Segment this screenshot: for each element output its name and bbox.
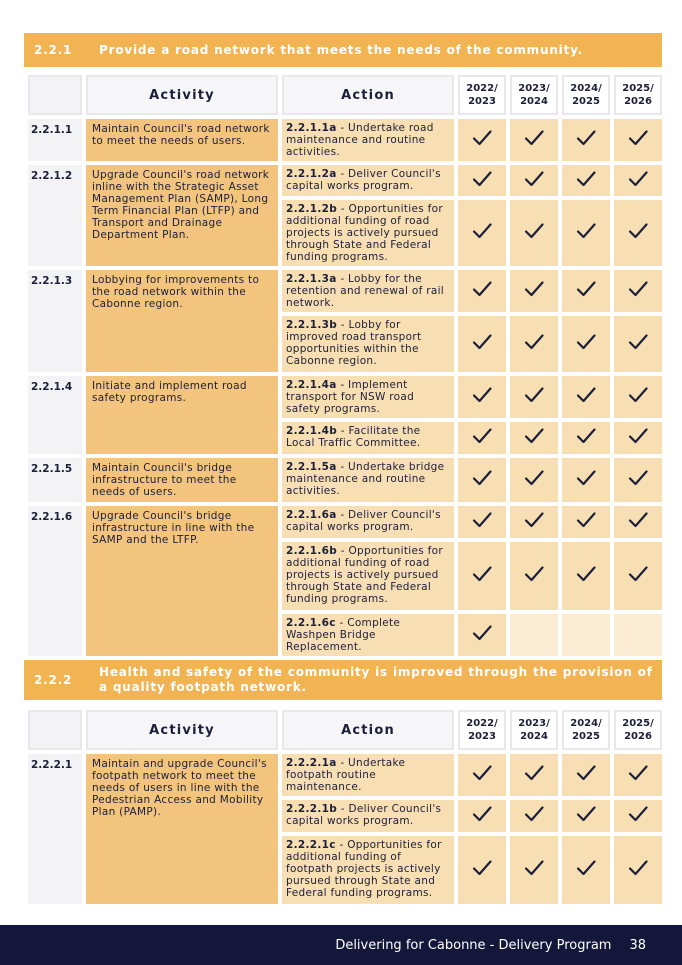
checkmark-icon — [627, 511, 649, 529]
year-cell — [458, 270, 506, 312]
year-cell — [510, 800, 558, 832]
section-title: Provide a road network that meets the needs of the community. — [99, 42, 583, 57]
action-text: - Implement transport for NSW road safety programs. — [286, 379, 415, 415]
year-cell — [614, 119, 662, 161]
action-cell — [282, 542, 454, 610]
action-text: - Facilitate the Local Traffic Committee. — [286, 425, 421, 449]
action-code: 2.2.1.3a — [286, 273, 337, 285]
checkmark-icon — [627, 427, 649, 445]
checkmark-icon — [471, 280, 493, 298]
checkmark-icon — [575, 511, 597, 529]
year-cell — [458, 614, 506, 656]
action-text: - Deliver Council's capital works program. — [286, 803, 442, 827]
header-year: 2025/ 2026 — [614, 710, 662, 750]
checkmark-icon — [575, 386, 597, 404]
section-bar-2-2-2 — [24, 660, 662, 700]
checkmark-icon — [575, 427, 597, 445]
header-row — [28, 75, 662, 115]
action-text: - Undertake bridge maintenance and routine activities. — [286, 461, 445, 497]
action-code: 2.2.1.6c — [286, 617, 336, 629]
year-cell — [614, 165, 662, 196]
year-cell — [510, 506, 558, 538]
action-code: 2.2.1.3b — [286, 319, 338, 331]
header-year: 2022/ 2023 — [458, 710, 506, 750]
header-action: Action — [282, 710, 454, 750]
activity-description: Initiate and implement road safety programs. — [86, 376, 278, 454]
checkmark-icon — [471, 565, 493, 583]
delivery-table-2-2-1 — [24, 71, 666, 660]
checkmark-icon — [627, 386, 649, 404]
checkmark-icon — [575, 222, 597, 240]
activity-number: 2.2.1.3 — [28, 270, 82, 372]
year-cell — [614, 422, 662, 454]
checkmark-icon — [523, 170, 545, 188]
section-title: Health and safety of the community is improved through the provision of a quality footpath network. — [99, 665, 653, 694]
year-cell — [510, 422, 558, 454]
action-text: - Undertake road maintenance and routine activities. — [286, 122, 434, 158]
year-cell — [510, 165, 558, 196]
checkmark-icon — [627, 469, 649, 487]
year-cell — [510, 542, 558, 610]
checkmark-icon — [523, 511, 545, 529]
year-cell — [458, 376, 506, 418]
year-cell — [510, 316, 558, 372]
checkmark-icon — [471, 511, 493, 529]
action-text: - Deliver Council's capital works program. — [286, 168, 441, 192]
checkmark-icon — [627, 280, 649, 298]
checkmark-icon — [575, 129, 597, 147]
activity-description: Upgrade Council's bridge infrastructure in line with the SAMP and the LTFP. — [86, 506, 278, 656]
year-cell — [562, 458, 610, 502]
checkmark-icon — [471, 386, 493, 404]
table-row — [28, 165, 662, 196]
checkmark-icon — [523, 764, 545, 782]
checkmark-icon — [523, 859, 545, 877]
checkmark-icon — [627, 764, 649, 782]
year-cell — [562, 376, 610, 418]
year-cell — [458, 542, 506, 610]
action-code: 2.2.1.6a — [286, 509, 337, 521]
year-cell — [458, 506, 506, 538]
activity-description: Maintain and upgrade Council's footpath network to meet the needs of users in line with the Pedestrian Access and Mobility Plan (PAMP). — [86, 754, 278, 904]
year-cell — [562, 542, 610, 610]
year-cell — [614, 800, 662, 832]
year-cell — [562, 422, 610, 454]
action-text: - Deliver Council's capital works program. — [286, 509, 441, 533]
checkmark-icon — [471, 805, 493, 823]
year-cell — [562, 506, 610, 538]
action-text: - Opportunities for additional funding of road projects is actively pursued through State and Federal funding programs. — [286, 203, 443, 263]
year-cell — [458, 836, 506, 904]
checkmark-icon — [471, 427, 493, 445]
checkmark-icon — [471, 469, 493, 487]
year-cell — [458, 316, 506, 372]
action-text: - Opportunities for additional funding of road projects is actively pursued through State and Federal funding programs. — [286, 545, 443, 605]
year-cell — [510, 119, 558, 161]
checkmark-icon — [523, 565, 545, 583]
year-cell — [510, 458, 558, 502]
table-row — [28, 376, 662, 418]
year-cell — [614, 614, 662, 656]
checkmark-icon — [627, 565, 649, 583]
checkmark-icon — [471, 624, 493, 642]
checkmark-icon — [523, 386, 545, 404]
action-cell — [282, 422, 454, 454]
year-cell — [510, 200, 558, 266]
year-cell — [562, 119, 610, 161]
header-year: 2022/ 2023 — [458, 75, 506, 115]
checkmark-icon — [627, 222, 649, 240]
checkmark-icon — [523, 222, 545, 240]
checkmark-icon — [471, 170, 493, 188]
activity-number: 2.2.1.4 — [28, 376, 82, 454]
page-footer — [0, 925, 682, 965]
action-text: - Opportunities for additional funding of footpath projects is actively pursued through State and Federal funding programs. — [286, 839, 442, 899]
checkmark-icon — [575, 280, 597, 298]
activity-number: 2.2.1.2 — [28, 165, 82, 266]
checkmark-icon — [471, 333, 493, 351]
table-row — [28, 754, 662, 796]
action-code: 2.2.1.6b — [286, 545, 338, 557]
checkmark-icon — [575, 859, 597, 877]
year-cell — [614, 754, 662, 796]
header-year: 2023/ 2024 — [510, 75, 558, 115]
action-code: 2.2.1.2b — [286, 203, 338, 215]
action-text: - Lobby for improved road transport opportunities within the Cabonne region. — [286, 319, 422, 367]
year-cell — [614, 458, 662, 502]
activity-number: 2.2.1.6 — [28, 506, 82, 656]
activity-number: 2.2.1.1 — [28, 119, 82, 161]
year-cell — [562, 165, 610, 196]
action-text: - Complete Washpen Bridge Replacement. — [286, 617, 401, 653]
action-text: - Undertake footpath routine maintenance. — [286, 757, 406, 793]
checkmark-icon — [627, 805, 649, 823]
activity-description: Maintain Council's road network to meet the needs of users. — [86, 119, 278, 161]
year-cell — [458, 800, 506, 832]
action-cell — [282, 270, 454, 312]
checkmark-icon — [627, 170, 649, 188]
action-code: 2.2.2.1c — [286, 839, 336, 851]
action-cell — [282, 376, 454, 418]
action-cell — [282, 119, 454, 161]
action-code: 2.2.2.1a — [286, 757, 337, 769]
delivery-table-2-2-2 — [24, 706, 666, 908]
checkmark-icon — [523, 280, 545, 298]
header-action: Action — [282, 75, 454, 115]
header-year: 2025/ 2026 — [614, 75, 662, 115]
table-row — [28, 458, 662, 502]
action-cell — [282, 458, 454, 502]
header-blank-cell — [28, 710, 82, 750]
year-cell — [458, 119, 506, 161]
checkmark-icon — [575, 469, 597, 487]
table-row — [28, 270, 662, 312]
year-cell — [614, 506, 662, 538]
checkmark-icon — [575, 565, 597, 583]
header-activity: Activity — [86, 710, 278, 750]
action-cell — [282, 316, 454, 372]
header-year: 2024/ 2025 — [562, 710, 610, 750]
action-code: 2.2.1.4b — [286, 425, 338, 437]
year-cell — [614, 270, 662, 312]
year-cell — [562, 316, 610, 372]
checkmark-icon — [627, 129, 649, 147]
activity-description: Lobbying for improvements to the road network within the Cabonne region. — [86, 270, 278, 372]
action-cell — [282, 614, 454, 656]
year-cell — [510, 614, 558, 656]
year-cell — [510, 270, 558, 312]
activity-description: Upgrade Council's road network inline with the Strategic Asset Management Plan (SAMP), Long Term Financial Plan (LTFP) and Transport and Drainage Department Plan. — [86, 165, 278, 266]
year-cell — [614, 836, 662, 904]
header-blank-cell — [28, 75, 82, 115]
header-year: 2023/ 2024 — [510, 710, 558, 750]
checkmark-icon — [471, 129, 493, 147]
header-row — [28, 710, 662, 750]
action-cell — [282, 800, 454, 832]
action-code: 2.2.1.5a — [286, 461, 337, 473]
year-cell — [510, 754, 558, 796]
year-cell — [562, 270, 610, 312]
year-cell — [458, 754, 506, 796]
year-cell — [614, 376, 662, 418]
checkmark-icon — [471, 222, 493, 240]
year-cell — [458, 422, 506, 454]
checkmark-icon — [627, 333, 649, 351]
checkmark-icon — [523, 333, 545, 351]
year-cell — [510, 376, 558, 418]
action-cell — [282, 506, 454, 538]
checkmark-icon — [575, 333, 597, 351]
checkmark-icon — [627, 859, 649, 877]
header-year: 2024/ 2025 — [562, 75, 610, 115]
action-cell — [282, 165, 454, 196]
year-cell — [458, 200, 506, 266]
activity-number: 2.2.1.5 — [28, 458, 82, 502]
table-row — [28, 119, 662, 161]
year-cell — [562, 800, 610, 832]
action-code: 2.2.1.4a — [286, 379, 337, 391]
checkmark-icon — [471, 859, 493, 877]
year-cell — [614, 542, 662, 610]
year-cell — [562, 614, 610, 656]
section-number: 2.2.2 — [34, 673, 73, 687]
activity-number: 2.2.2.1 — [28, 754, 82, 904]
action-cell — [282, 836, 454, 904]
activity-description: Maintain Council's bridge infrastructure to meet the needs of users. — [86, 458, 278, 502]
year-cell — [562, 836, 610, 904]
checkmark-icon — [471, 764, 493, 782]
table-row — [28, 506, 662, 538]
year-cell — [458, 458, 506, 502]
action-code: 2.2.1.1a — [286, 122, 337, 134]
action-code: 2.2.1.2a — [286, 168, 337, 180]
year-cell — [562, 754, 610, 796]
action-code: 2.2.2.1b — [286, 803, 338, 815]
action-cell — [282, 200, 454, 266]
checkmark-icon — [575, 805, 597, 823]
action-cell — [282, 754, 454, 796]
section-bar-2-2-1 — [24, 33, 662, 67]
checkmark-icon — [523, 427, 545, 445]
year-cell — [614, 200, 662, 266]
checkmark-icon — [575, 170, 597, 188]
checkmark-icon — [575, 764, 597, 782]
year-cell — [562, 200, 610, 266]
checkmark-icon — [523, 469, 545, 487]
year-cell — [458, 165, 506, 196]
year-cell — [510, 836, 558, 904]
checkmark-icon — [523, 129, 545, 147]
page-number: 38 — [629, 937, 646, 953]
footer-title: Delivering for Cabonne - Delivery Program — [335, 937, 612, 953]
header-activity: Activity — [86, 75, 278, 115]
section-number: 2.2.1 — [34, 43, 73, 57]
action-text: - Lobby for the retention and renewal of rail network. — [286, 273, 445, 309]
checkmark-icon — [523, 805, 545, 823]
year-cell — [614, 316, 662, 372]
